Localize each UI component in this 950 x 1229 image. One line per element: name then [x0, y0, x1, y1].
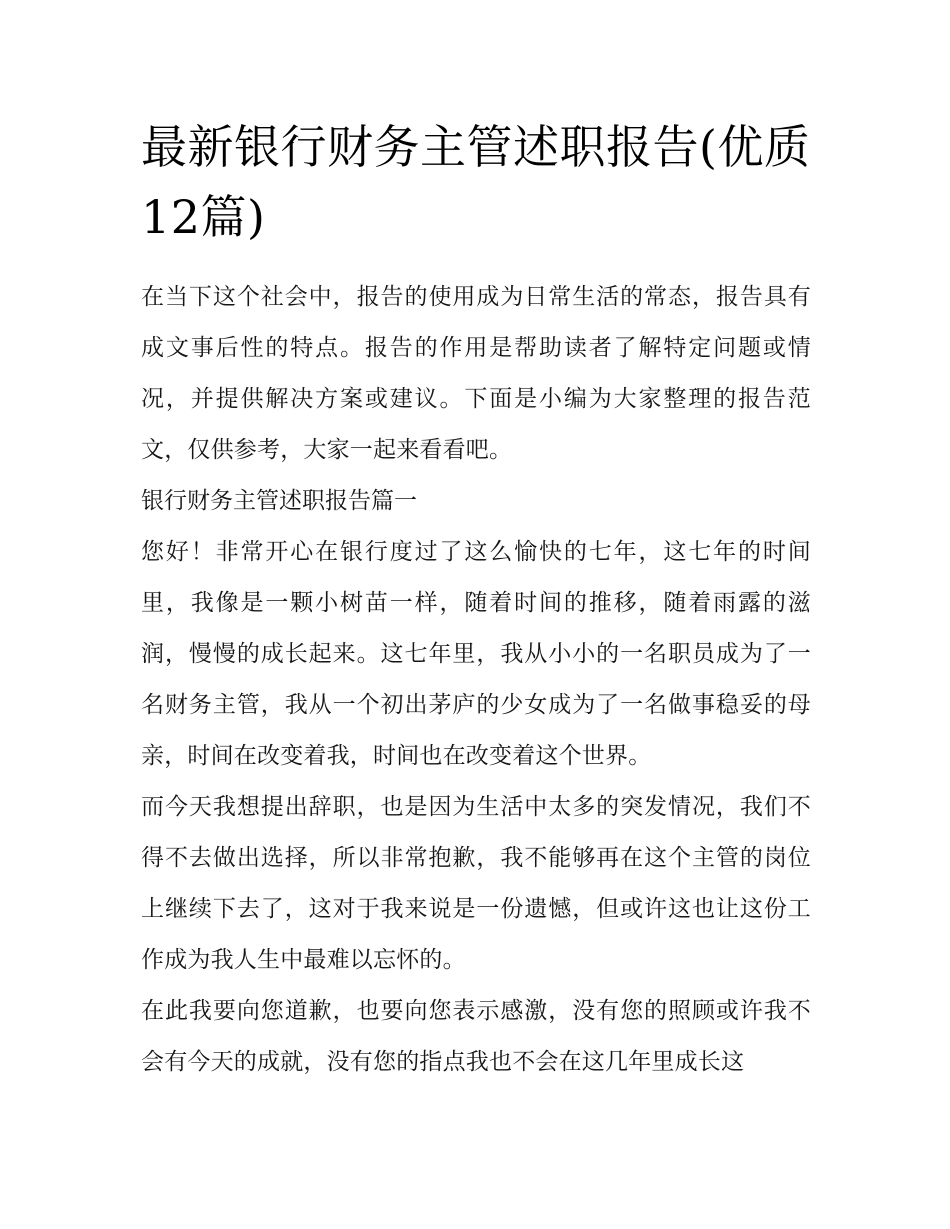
section-heading: 银行财务主管述职报告篇一	[141, 488, 417, 514]
body-paragraph: 在此我要向您道歉，也要向您表示感激，没有您的照顾或许我不会有今天的成就，没有您的指点我也不会在这几年里成长这	[141, 998, 811, 1075]
body-paragraph: 而今天我想提出辞职，也是因为生活中太多的突发情况，我们不得不去做出选择，所以非常抱歉，我不能够再在这个主管的岗位上继续下去了，这对于我来说是一份遗憾，但或许这也让这份工作成为我人生中最难以忘怀的。	[141, 794, 811, 973]
intro-paragraph: 在当下这个社会中，报告的使用成为日常生活的常态，报告具有成文事后性的特点。报告的作用是帮助读者了解特定问题或情况，并提供解决方案或建议。下面是小编为大家整理的报告范文，仅供参考，大家一起来看看吧。	[141, 284, 811, 463]
document-title: 最新银行财务主管述职报告(优质12篇)	[141, 120, 811, 244]
body-paragraph: 您好！非常开心在银行度过了这么愉快的七年，这七年的时间里，我像是一颗小树苗一样，随着时间的推移，随着雨露的滋润，慢慢的成长起来。这七年里，我从小小的一名职员成为了一名财务主管，我从一个初出茅庐的少女成为了一名做事稳妥的母亲，时间在改变着我，时间也在改变着这个世界。	[141, 539, 811, 769]
document-page	[141, 112, 811, 1088]
document-body	[141, 272, 811, 1088]
